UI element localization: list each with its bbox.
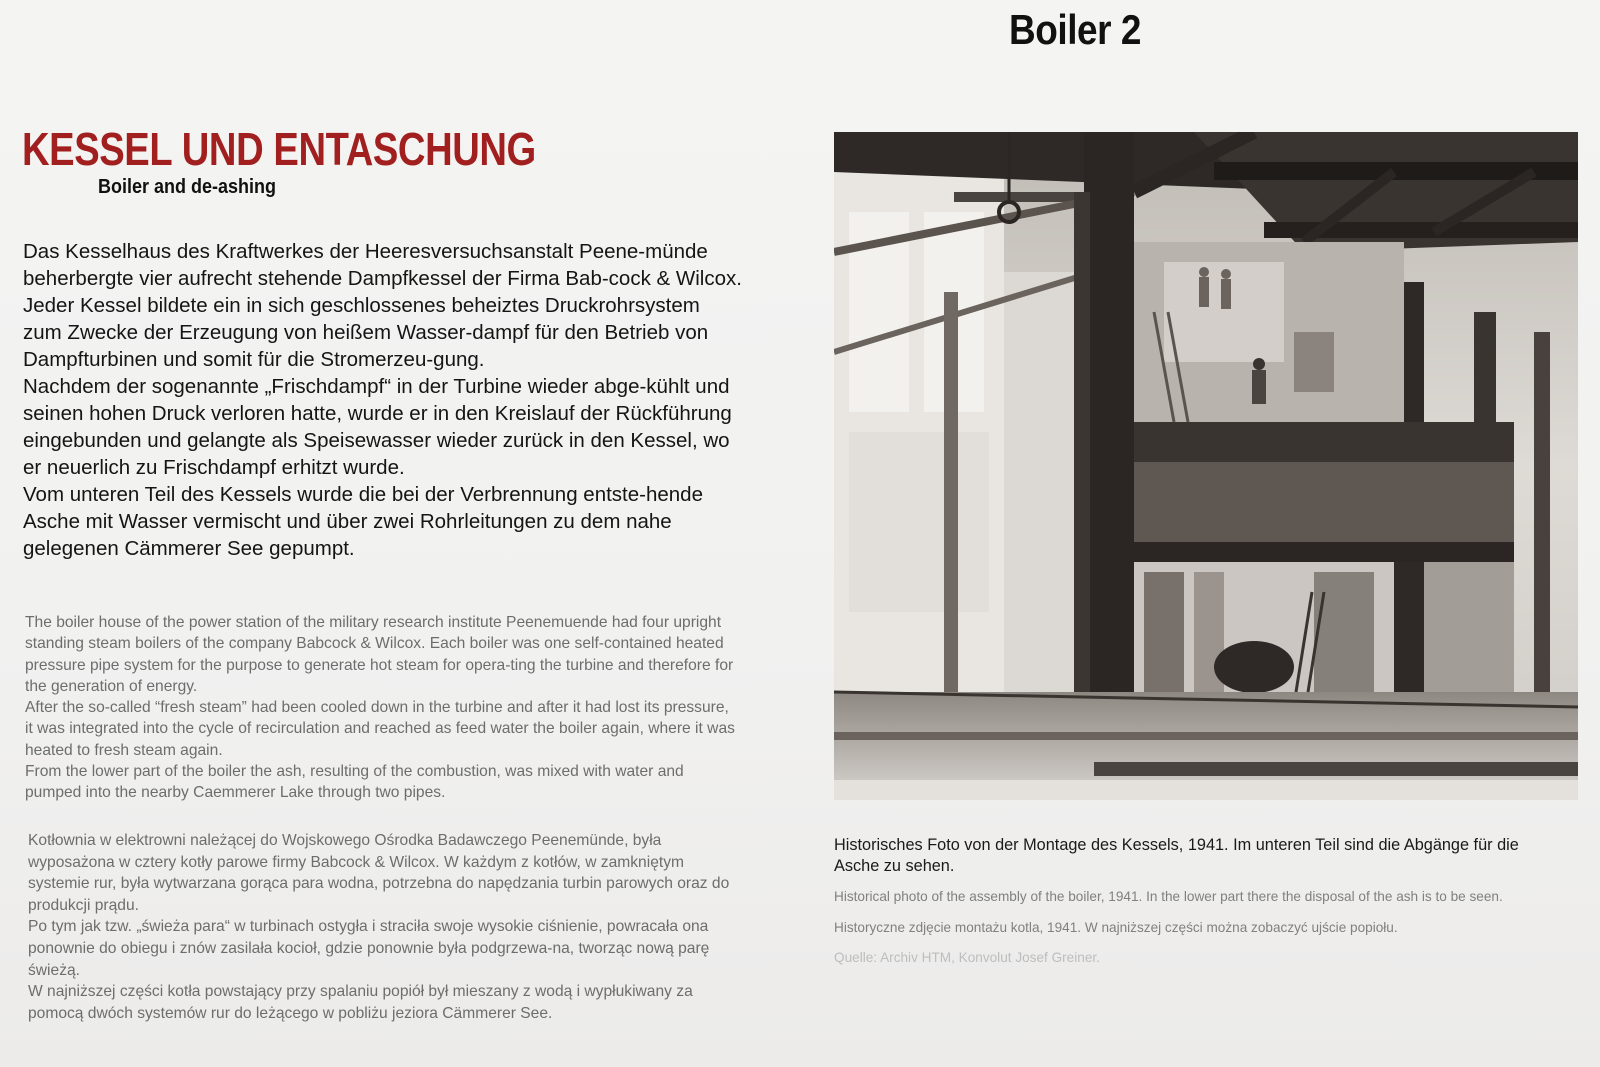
polish-paragraph: Po tym jak tzw. „świeża para“ w turbinach ostygła i straciła swoje wysokie ciśnienie, powracała ona ponownie do obiegu i znów zasilała kocioł, gdzie ponownie była podgrzewa-na, tworząc nową parę świeżą. <box>28 918 710 979</box>
english-paragraph: From the lower part of the boiler the ash, resulting of the combustion, was mixed with water and pumped into the nearby Caemmerer Lake through two pipes. <box>25 763 684 802</box>
page-title: Boiler 2 <box>1008 6 1142 53</box>
historical-photo <box>834 132 1578 800</box>
german-text-block <box>23 238 743 562</box>
boiler-construction-photo <box>834 132 1578 800</box>
photo-caption-polish: Historyczne zdjęcie montażu kotla, 1941. W najniższej części można zobaczyć ujście popiołu. <box>834 920 1398 935</box>
english-text-block <box>25 612 735 804</box>
polish-paragraph: W najniższej części kotła powstający przy spalaniu popiół był mieszany z wodą i wypłukiwany za pomocą dwóch systemów rur do leżącego w pobliżu jeziora Cämmerer See. <box>28 983 693 1022</box>
photo-caption-german: Historisches Foto von der Montage des Kessels, 1941. Im unteren Teil sind die Abgänge für die Asche zu sehen. <box>834 836 1519 875</box>
polish-text-block <box>28 830 738 1024</box>
german-paragraph: Das Kesselhaus des Kraftwerkes der Heeresversuchsanstalt Peene-münde beherbergte vier aufrecht stehende Dampfkessel der Firma Bab-cock & Wilcox. Jeder Kessel bildete ein in sich geschlossenes beheiztes Druckrohrsystem zum Zwecke der Erzeugung von heißem Wasser-dampf für den Betrieb von Dampfturbinen und somit für die Stromerzeu-gung. <box>23 240 742 371</box>
german-paragraph: Vom unteren Teil des Kessels wurde die bei der Verbrennung entste-hende Asche mit Wasser vermischt und über zwei Rohrleitungen zu dem nahe gelegenen Cämmerer See gepumpt. <box>23 483 703 560</box>
sub-heading: Boiler and de-ashing <box>98 176 277 198</box>
photo-caption-english: Historical photo of the assembly of the boiler, 1941. In the lower part there the disposal of the ash is to be seen. <box>834 889 1503 904</box>
english-paragraph: The boiler house of the power station of the military research institute Peenemuende had four upright standing steam boilers of the company Babcock & Wilcox. Each boiler was one self-contained heated pressure pipe system for the purpose to generate hot steam for opera-ting the turbine and therefore for the generation of energy. <box>25 614 734 695</box>
english-paragraph: After the so-called “fresh steam” had been cooled down in the turbine and after it had lost its pressure, it was integrated into the cycle of recirculation and reached as feed water the boiler again, where it was heated to fresh steam again. <box>25 699 735 759</box>
main-heading: KESSEL UND ENTASCHUNG <box>22 123 536 175</box>
photo-source: Quelle: Archiv HTM, Konvolut Josef Greiner. <box>834 950 1100 965</box>
german-paragraph: Nachdem der sogenannte „Frischdampf“ in der Turbine wieder abge-kühlt und seinen hohen Druck verloren hatte, wurde er in den Kreislauf der Rückführung eingebunden und gelangte als Speisewasser wieder zurück in den Kessel, wo er neuerlich zu Frischdampf erhitzt wurde. <box>23 375 732 479</box>
polish-paragraph: Kotłownia w elektrowni należącej do Wojskowego Ośrodka Badawczego Peenemünde, była wyposażona w cztery kotły parowe firmy Babcock & Wilcox. W każdym z kotłów, w zamkniętym systemie rur, była wytwarzana gorąca para wodna, potrzebna do napędzania turbin parowych oraz do produkcji prądu. <box>28 832 730 914</box>
